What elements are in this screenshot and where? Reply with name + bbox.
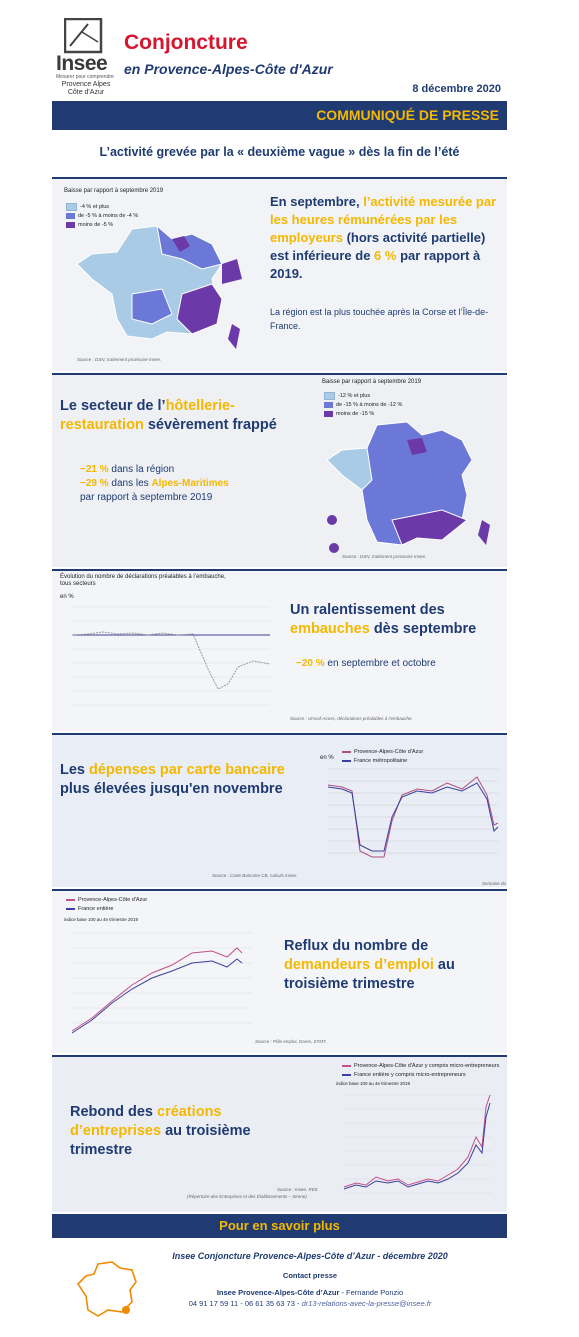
press-release-band [52, 101, 507, 130]
section4-title: Les dépenses par carte bancaire plus élevées jusqu'en novembre [60, 762, 285, 797]
section-hotel [52, 373, 507, 567]
section-hiring [52, 569, 507, 731]
section2-line3: par rapport à septembre 2019 [80, 492, 213, 503]
france-map-icon [72, 224, 252, 364]
logo-tagline: Mesurer pour comprendre [56, 74, 114, 80]
legend-item: moins de -5 % [66, 220, 138, 229]
section5-source: Source : Pôle emploi, Dares, STMT. [255, 1039, 327, 1044]
legend-item: France entière y compris micro-entrepreneurs [342, 1070, 499, 1079]
publication-date: 8 décembre 2020 [412, 83, 501, 95]
legend-item: de -5 % à moins de -4 % [66, 211, 138, 220]
section2-source: Source : DSN, traitement provisoire Insee. [342, 554, 427, 559]
contact-email-link[interactable]: dr13-relations-avec-la-presse@insee.fr [301, 1299, 432, 1308]
card-chart [322, 761, 502, 871]
chart6-legend [342, 1061, 499, 1079]
contact-label: Contact presse [282, 1271, 338, 1280]
chart5-legend [66, 895, 147, 913]
page-subtitle: en Provence-Alpes-Côte d'Azur [124, 61, 333, 77]
legend-item: de -15 % à moins de -12 % [324, 400, 402, 409]
section4-source: Source : Carte Bancaire CB, calculs Insee. [212, 873, 298, 878]
logo-mark-icon [64, 18, 104, 54]
press-release-label: COMMUNIQUÉ DE PRESSE [316, 107, 499, 123]
section3-title: Un ralentissement des embauches dès septembre [290, 602, 477, 637]
section4-note: Semaine du [482, 881, 507, 886]
section6-source2: (Répertoire des Entreprises et des Établissements – Sirene) [187, 1194, 307, 1199]
logo-region-1: Provence Alpes [61, 81, 111, 88]
legend-item: Provence-Alpes-Côte d'Azur [342, 747, 423, 756]
section1-note: La région est la plus touchée après la Corse et l’Île-de-France. [270, 307, 489, 331]
chart3-unit: en % [60, 594, 74, 600]
section2-line1: −21 % dans la région [80, 464, 175, 475]
publication-line: Insee Conjoncture Provence-Alpes-Côte d’Azur - décembre 2020 [172, 1251, 448, 1261]
logo-word: Insee [56, 52, 108, 75]
legend-item: France métropolitaine [342, 756, 423, 765]
legend-item: France entière [66, 904, 147, 913]
section6-title: Rebond des créations d’entreprises au troisième trimestre [70, 1104, 251, 1158]
section2-line2: −29 % dans les Alpes-Maritimes [80, 478, 229, 489]
map2-legend [324, 391, 402, 418]
hiring-chart [58, 599, 278, 719]
contact-phones: 04 91 17 59 11 - 06 61 35 63 73 [188, 1299, 295, 1308]
legend-item: -4 % et plus [66, 202, 138, 211]
jobseekers-chart [62, 923, 262, 1038]
chart5-index-label: indice base 100 au 4e trimestre 2019 [64, 917, 139, 922]
section-card [52, 733, 507, 887]
insee-logo [56, 18, 112, 98]
section1-text: En septembre, l’activité mesurée par les heures rémunérées par les employeurs (hors activité partielle) est inférieure de 6 % par rapport à 2019. [270, 194, 497, 281]
section3-line: −20 % en septembre et octobre [296, 658, 436, 669]
france-map-icon [322, 420, 502, 560]
section6-source: Source : Insee, REE [277, 1187, 318, 1192]
map2-title: Baisse par rapport à septembre 2019 [322, 379, 422, 385]
section3-source: Source : Urssaf-Acoss, déclarations préalables à l’embauche. [290, 716, 413, 721]
learn-more-band[interactable] [52, 1214, 507, 1238]
section-jobseekers [52, 889, 507, 1053]
section5-title: Reflux du nombre de demandeurs d’emploi au troisième trimestre [284, 938, 455, 992]
chart3-title: Évolution du nombre de déclarations préalables à l’embauche, [60, 574, 226, 580]
section-activity [52, 177, 507, 371]
legend-item: Provence-Alpes-Côte d'Azur [66, 895, 147, 904]
business-creation-chart [336, 1087, 496, 1207]
contact-name: Insee Provence-Alpes-Côte d’Azur - Fernande Ponzio [216, 1288, 404, 1297]
legend-item: -12 % et plus [324, 391, 402, 400]
section-business-creation [52, 1055, 507, 1212]
logo-region-2: Côte d'Azur [67, 89, 105, 96]
page-title: Conjoncture [124, 31, 248, 54]
chart4-unit: en % [320, 755, 334, 761]
map1-title: Baisse par rapport à septembre 2019 [64, 188, 164, 194]
section1-source: Source : DSN, traitement provisoire Insee. [77, 357, 162, 362]
chart3-subtitle: tous secteurs [60, 581, 96, 587]
section2-title: Le secteur de l’hôtellerie-restauration sévèrement frappé [60, 398, 277, 433]
contact-details: 04 91 17 59 11 - 06 61 35 63 73 - dr13-relations-avec-la-presse@insee.fr [188, 1299, 432, 1308]
learn-more-label[interactable]: Pour en savoir plus [219, 1218, 340, 1233]
legend-item: Provence-Alpes-Côte d'Azur y compris micro-entrepreneurs [342, 1061, 499, 1070]
headline: L’activité grevée par la « deuxième vague » dès la fin de l’été [99, 145, 460, 159]
legend-item: moins de -15 % [324, 409, 402, 418]
chart6-index-label: indice base 100 au 4e trimestre 2019 [336, 1081, 411, 1086]
